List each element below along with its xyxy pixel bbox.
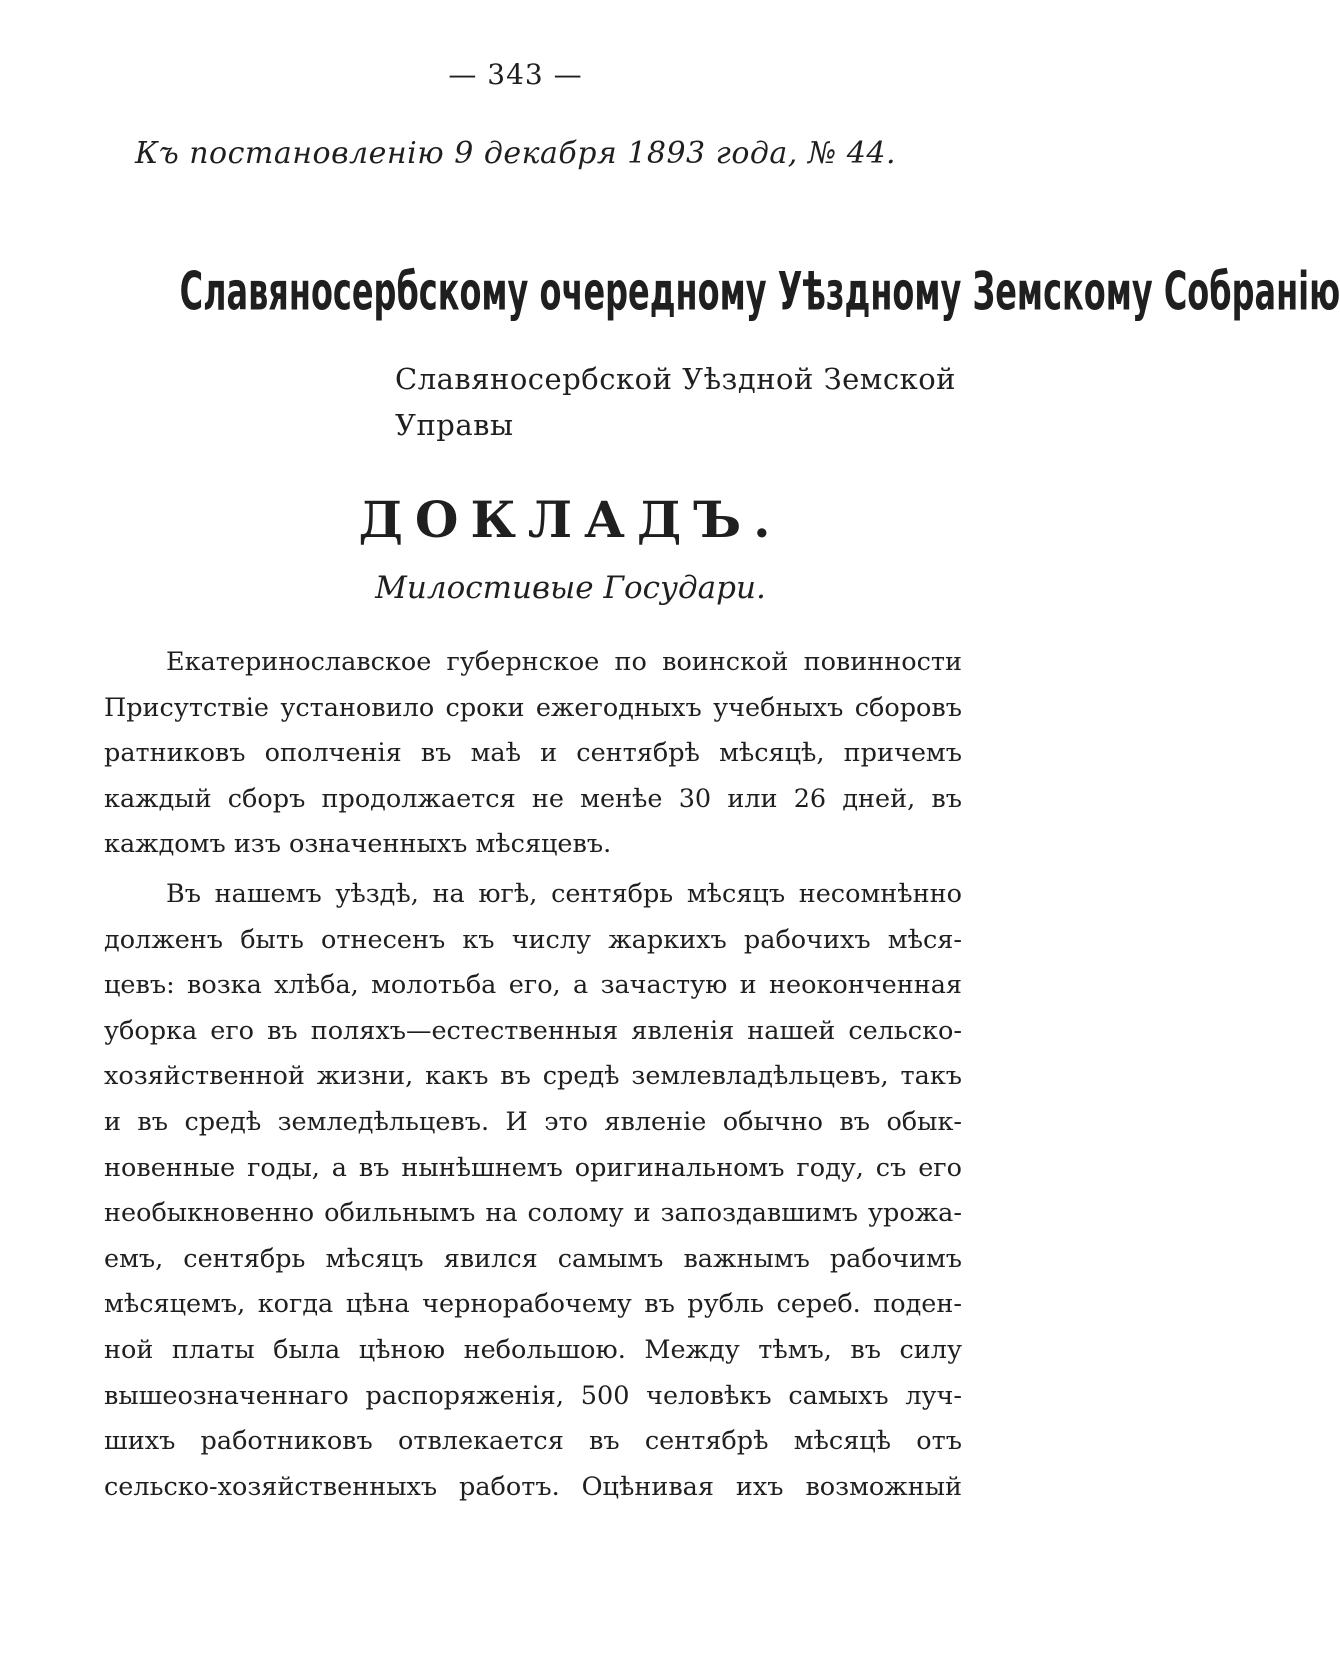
body-text bbox=[104, 640, 962, 1510]
paragraph bbox=[104, 872, 962, 1510]
addressee-heading: Славяносербскому очередному Уѣздному Земскому Собранію bbox=[179, 262, 1340, 323]
text-line: сельско-хозяйственныхъ работъ. Оцѣнивая ихъ возможный bbox=[104, 1471, 962, 1502]
page-number: — 343 — bbox=[448, 58, 583, 91]
text-line: цевъ: возка хлѣба, молотьба его, а зачастую и неоконченная bbox=[104, 970, 962, 1001]
from-line: Славяносербской Уѣздной Земской bbox=[395, 362, 957, 396]
text-line: ратниковъ ополченія въ маѣ и сентябрѣ мѣсяцѣ, причемъ bbox=[104, 738, 962, 769]
text-line: Въ нашемъ уѣздѣ, на югѣ, сентябрь мѣсяцъ несомнѣнно bbox=[166, 878, 962, 909]
text-line: шихъ работниковъ отвлекается въ сентябрѣ мѣсяцѣ отъ bbox=[104, 1426, 962, 1457]
text-line: каждомъ изъ означенныхъ мѣсяцевъ. bbox=[104, 829, 612, 860]
text-line: хозяйственной жизни, какъ въ средѣ землевладѣльцевъ, такъ bbox=[104, 1061, 962, 1092]
text-line: и въ средѣ земледѣльцевъ. И это явленіе обычно въ обык- bbox=[104, 1106, 962, 1137]
text-line: уборка его въ поляхъ—естественныя явленія нашей сельско- bbox=[104, 1015, 962, 1046]
text-line: долженъ быть отнесенъ къ числу жаркихъ рабочихъ мѣся- bbox=[104, 924, 962, 955]
paragraph bbox=[104, 640, 962, 868]
text-line: емъ, сентябрь мѣсяцъ явился самымъ важнымъ рабочимъ bbox=[104, 1243, 962, 1274]
text-line: ной платы была цѣною небольшою. Между тѣмъ, въ силу bbox=[104, 1334, 962, 1365]
salutation: Милостивые Государи. bbox=[375, 570, 766, 606]
attachment-note: Къ постановленію 9 декабря 1893 года, № 44. bbox=[134, 136, 897, 171]
text-line: необыкновенно обильнымъ на солому и запоздавшимъ урожа- bbox=[104, 1198, 962, 1229]
text-line: мѣсяцемъ, когда цѣна чернорабочему въ рубль сереб. поден- bbox=[104, 1289, 962, 1320]
text-line: Екатеринославское губернское по воинской повинности bbox=[166, 647, 962, 677]
from-line: Управы bbox=[395, 408, 514, 442]
text-line: новенные годы, а въ нынѣшнемъ оригинальномъ году, съ его bbox=[104, 1152, 962, 1183]
text-line: Присутствіе установило сроки ежегодныхъ учебныхъ сборовъ bbox=[104, 692, 962, 723]
text-line: вышеозначеннаго распоряженія, 500 человѣкъ самыхъ луч- bbox=[104, 1380, 962, 1411]
document-title: ДОКЛАДЪ. bbox=[358, 490, 783, 549]
text-line: каждый сборъ продолжается не менѣе 30 или 26 дней, въ bbox=[104, 783, 962, 814]
